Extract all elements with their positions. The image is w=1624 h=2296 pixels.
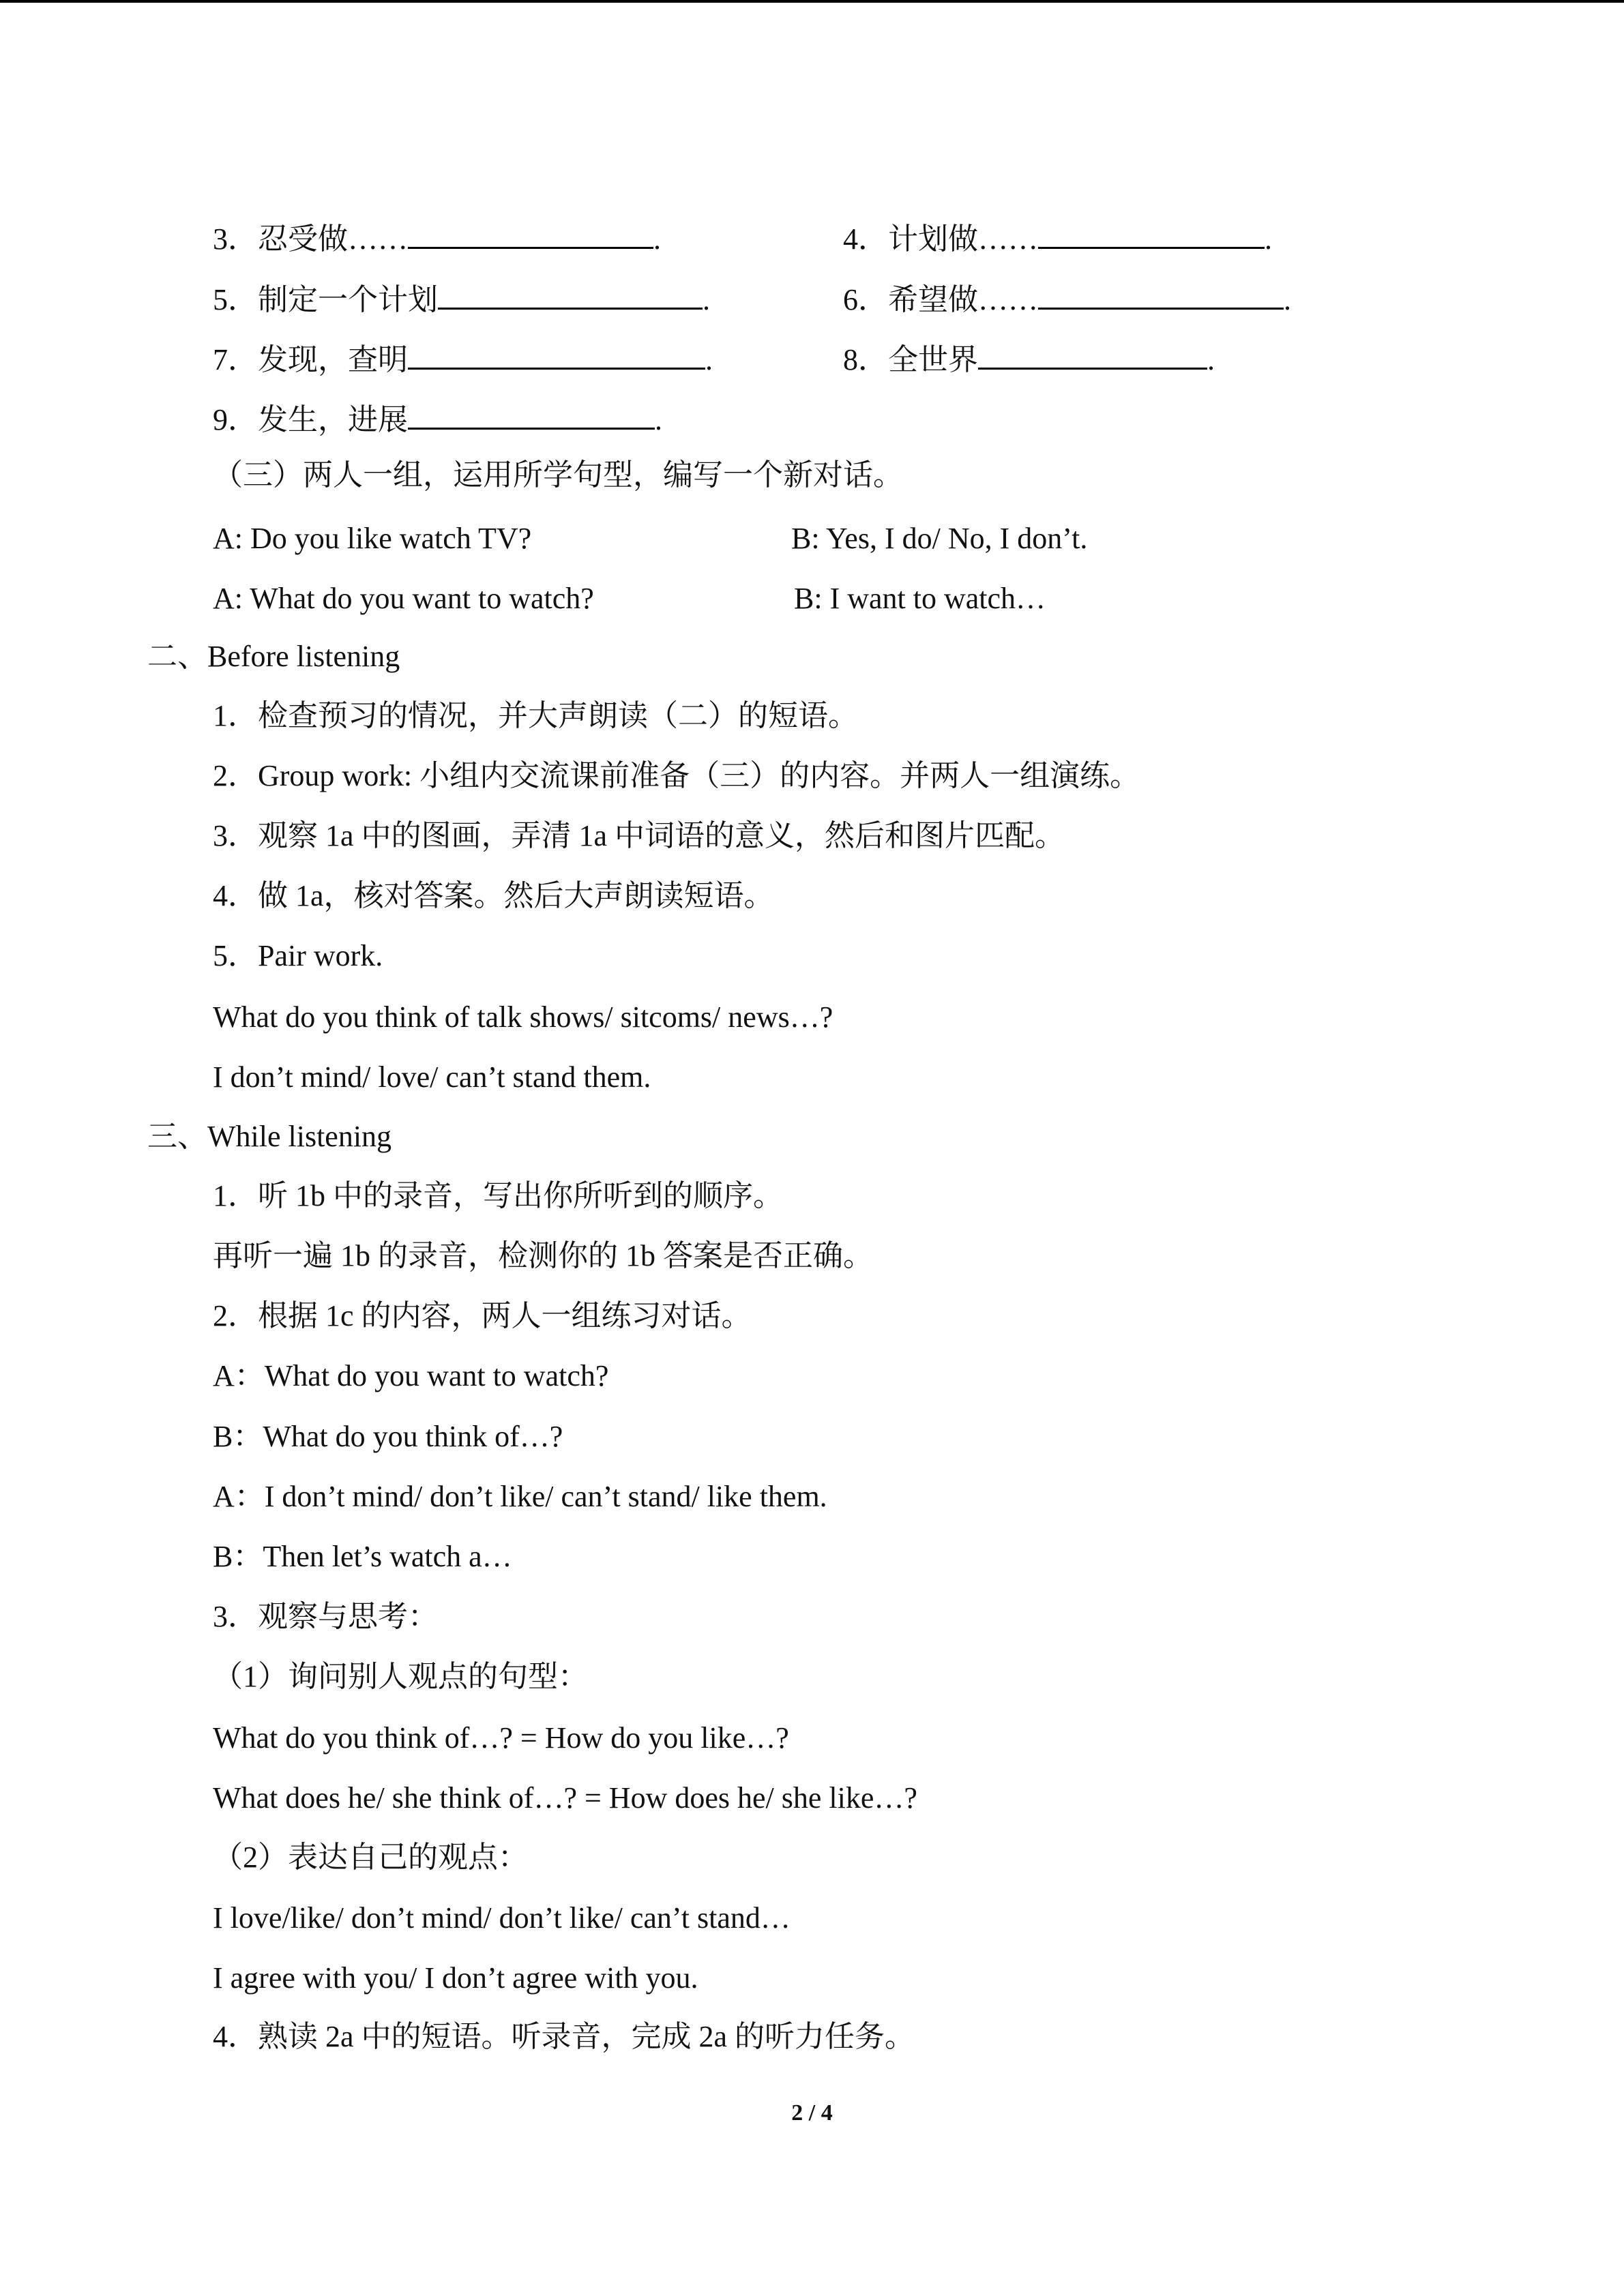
- answer-blank[interactable]: [1038, 214, 1265, 249]
- list-item: I love/like/ don’t mind/ don’t like/ can’t stand…: [213, 1901, 791, 1935]
- answer-blank[interactable]: [978, 335, 1207, 370]
- prep-three-instruction: （三）两人一组，运用所学句型，编写一个新对话。: [213, 458, 903, 492]
- list-item: 2．Group work: 小组内交流课前准备（三）的内容。并两人一组演练。: [213, 759, 1140, 792]
- page-number: 2 / 4: [791, 2100, 833, 2126]
- dialog-a-1: A: Do you like watch TV?: [213, 522, 532, 555]
- vocab-item-3: 3．忍受做…… .: [213, 214, 661, 258]
- list-item: I agree with you/ I don’t agree with you.: [213, 1961, 698, 1995]
- list-item: What do you think of talk shows/ sitcoms/ news…?: [213, 1000, 833, 1034]
- vocab-item-6: 6．希望做…… .: [843, 275, 1291, 318]
- section-heading-while-listening: 三、While listening: [147, 1120, 392, 1153]
- list-item: What do you think of…? = How do you like…?: [213, 1721, 789, 1755]
- list-item: B：Then let’s watch a…: [213, 1540, 512, 1573]
- list-item: 4．熟读 2a 中的短语。听录音，完成 2a 的听力任务。: [213, 2020, 915, 2053]
- answer-blank[interactable]: [408, 395, 655, 430]
- answer-blank[interactable]: [408, 214, 653, 249]
- list-item: 1．听 1b 中的录音，写出你所听到的顺序。: [213, 1179, 783, 1212]
- list-item: What does he/ she think of…? = How does he/ she like…?: [213, 1781, 917, 1815]
- answer-blank[interactable]: [1038, 275, 1284, 310]
- list-item: （1）询问别人观点的句型：: [213, 1660, 588, 1693]
- answer-blank[interactable]: [438, 275, 703, 310]
- answer-blank[interactable]: [408, 335, 705, 370]
- vocab-item-8: 8．全世界 .: [843, 335, 1215, 378]
- list-item: B：What do you think of…?: [213, 1420, 563, 1453]
- top-border: [0, 0, 1624, 3]
- list-item: 再听一遍 1b 的录音，检测你的 1b 答案是否正确。: [213, 1239, 873, 1272]
- list-item: I don’t mind/ love/ can’t stand them.: [213, 1060, 651, 1094]
- dialog-a-2: A: What do you want to watch?: [213, 582, 594, 615]
- list-item: 2．根据 1c 的内容，两人一组练习对话。: [213, 1299, 752, 1332]
- vocab-item-5: 5．制定一个计划 .: [213, 275, 710, 318]
- list-item: A：What do you want to watch?: [213, 1359, 609, 1392]
- list-item: 4．做 1a，核对答案。然后大声朗读短语。: [213, 879, 774, 912]
- vocab-item-7: 7．发现，查明 .: [213, 335, 713, 378]
- section-heading-before-listening: 二、Before listening: [147, 640, 400, 673]
- list-item: 3．观察 1a 中的图画，弄清 1a 中词语的意义，然后和图片匹配。: [213, 819, 1065, 852]
- vocab-item-4: 4．计划做…… .: [843, 214, 1272, 258]
- list-item: 5．Pair work.: [213, 939, 383, 972]
- dialog-b-2: B: I want to watch…: [794, 582, 1046, 615]
- list-item: 1．检查预习的情况，并大声朗读（二）的短语。: [213, 699, 858, 732]
- dialog-b-1: B: Yes, I do/ No, I don’t.: [791, 522, 1088, 555]
- list-item: 3．观察与思考：: [213, 1600, 438, 1633]
- vocab-item-9: 9．发生，进展 .: [213, 395, 662, 438]
- list-item: A：I don’t mind/ don’t like/ can’t stand/ like them.: [213, 1480, 827, 1513]
- list-item: （2）表达自己的观点：: [213, 1840, 528, 1874]
